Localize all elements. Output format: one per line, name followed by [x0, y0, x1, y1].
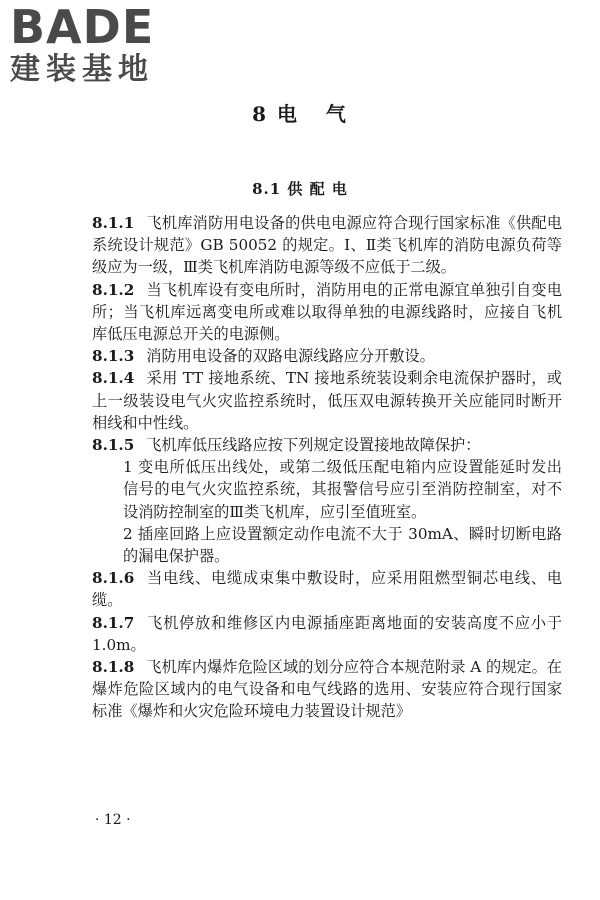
- clause-number: 8.1.4: [92, 369, 135, 388]
- logo-text-en: BADE: [10, 0, 155, 54]
- clause-text: 飞机库低压线路应按下列规定设置接地故障保护：: [146, 436, 481, 455]
- clause-8-1-5: [92, 434, 562, 456]
- clause-text: 消防用电设备的双路电源线路应分开敷设。: [146, 347, 435, 366]
- document-body: [92, 212, 562, 723]
- clause-number: 8.1.6: [92, 569, 135, 588]
- clause-8-1-5-item-1: [92, 456, 562, 523]
- logo-text-cn: 建装基地: [10, 52, 154, 87]
- clause-8-1-6: [92, 567, 562, 611]
- clause-number: 8.1.3: [92, 347, 135, 366]
- clause-8-1-5-item-2: [92, 523, 562, 567]
- clause-text: 当电线、电缆成束集中敷设时，应采用阻燃型铜芯电线、电缆。: [92, 569, 562, 610]
- clause-8-1-1: [92, 212, 562, 279]
- clause-number: 8.1.7: [92, 613, 135, 632]
- clause-text: 飞机库消防用电设备的供电电源应符合现行国家标准《供配电系统设计规范》GB 50052 的规定。Ⅰ、Ⅱ类飞机库的消防电源负荷等级应为一级，Ⅲ类飞机库消防电源等级不应低于二级。: [92, 214, 562, 277]
- clause-8-1-7: [92, 612, 562, 656]
- page-number: · 12 ·: [95, 812, 131, 828]
- section-title: 8.1 供 配 电: [252, 180, 348, 198]
- clause-text: 1 变电所低压出线处，或第二级低压配电箱内应设置能延时发出信号的电气火灾监控系统，其报警信号应引至消防控制室，对不设消防控制室的Ⅲ类飞机库，应引至值班室。: [123, 458, 562, 521]
- clause-text: 采用 TT 接地系统、TN 接地系统装设剩余电流保护器时，或上一级装设电气火灾监控系统时，低压双电源转换开关应能同时断开相线和中性线。: [92, 369, 562, 432]
- clause-8-1-2: [92, 279, 562, 346]
- chapter-title: 8 电 气: [252, 102, 348, 126]
- clause-text: 飞机停放和维修区内电源插座距离地面的安装高度不应小于 1.0m。: [92, 613, 562, 654]
- clause-8-1-8: [92, 656, 562, 723]
- clause-number: 8.1.5: [92, 436, 135, 455]
- clause-number: 8.1.2: [92, 280, 135, 299]
- clause-text: 2 插座回路上应设置额定动作电流不大于 30mA、瞬时切断电路的漏电保护器。: [123, 524, 562, 566]
- logo: [10, 2, 180, 88]
- clause-text: 飞机库内爆炸危险区域的划分应符合本规范附录 A 的规定。在爆炸危险区域内的电气设备和电气线路的选用、安装应符合现行国家标准《爆炸和火灾危险环境电力装置设计规范》: [92, 658, 562, 721]
- clause-8-1-4: [92, 367, 562, 434]
- clause-number: 8.1.1: [92, 214, 135, 232]
- clause-number: 8.1.8: [92, 658, 135, 677]
- clause-text: 当飞机库设有变电所时，消防用电的正常电源宜单独引自变电所；当飞机库远离变电所或难以取得单独的电源线路时，应接自飞机库低压电源总开关的电源侧。: [92, 280, 562, 344]
- clause-8-1-3: [92, 345, 562, 367]
